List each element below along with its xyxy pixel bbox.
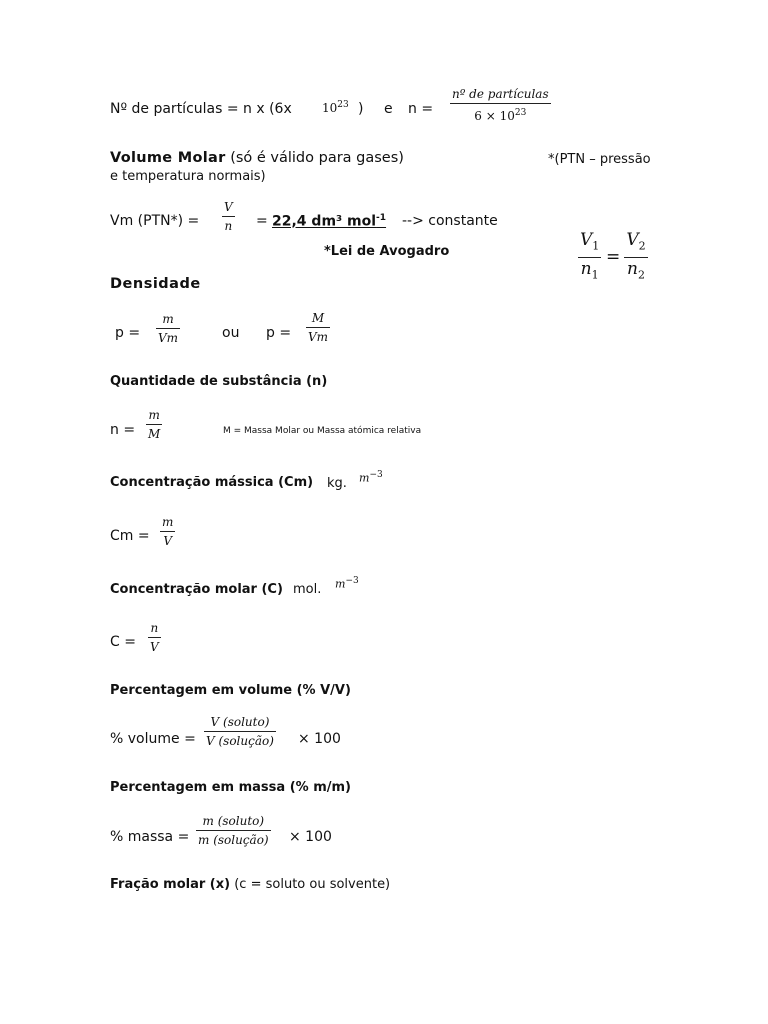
density-fraction-2-numerator: M — [311, 311, 325, 325]
fraction-bar — [196, 830, 271, 831]
constant-arrow: --> constante — [402, 213, 498, 229]
n1: $n_1$ — [580, 259, 599, 282]
avogadro-fraction-2 — [624, 231, 648, 285]
quantity-fraction — [146, 408, 162, 441]
fraction-bar — [160, 531, 175, 532]
particles-fraction — [450, 87, 551, 123]
close-paren: ) — [358, 101, 364, 117]
cm-equals: Cm = — [110, 528, 150, 544]
vm-fraction-numerator: V — [224, 200, 233, 214]
fraction-bar — [578, 257, 601, 258]
vm-fraction — [222, 200, 235, 233]
perc-volume-heading: Percentagem em volume (% V/V) — [110, 683, 351, 698]
perc-massa-fraction — [196, 814, 271, 847]
fraction-bar — [204, 731, 276, 732]
fraction-numerator: nº de partículas — [452, 87, 549, 101]
density-fraction-1 — [156, 312, 180, 345]
n-equals: n = — [408, 101, 434, 117]
perc-massa-numerator: m (soluto) — [202, 814, 265, 828]
particles-formula-label: Nº de partículas = n x (6x — [110, 101, 292, 117]
ptn-note: *(PTN – pressão — [548, 152, 651, 167]
avogadro-equals: = — [606, 247, 621, 267]
power-of-ten — [322, 100, 349, 115]
perc-volume-equals: % volume = — [110, 731, 196, 747]
c-fraction-denominator: V — [150, 640, 159, 654]
vm-equals: = — [256, 213, 268, 229]
conc-massica-heading: Concentração mássica (Cm) — [110, 475, 314, 490]
fracao-molar-heading: Fração molar (x) — [110, 877, 231, 892]
density-fraction-2-denominator: Vm — [308, 330, 329, 344]
vm-fraction-denominator: n — [224, 219, 233, 233]
perc-volume-denominator: V (solução) — [206, 734, 274, 748]
cm-fraction-numerator: m — [162, 515, 174, 529]
density-or: ou — [222, 325, 240, 341]
conc-molar-heading: Concentração molar (C) — [110, 582, 283, 597]
perc-volume-fraction — [204, 715, 276, 748]
density-p-equals-2: p = — [266, 325, 292, 341]
avogadro-law-label: *Lei de Avogadro — [324, 244, 450, 259]
fraction-bar — [222, 216, 235, 217]
fracao-molar-note: (c = soluto ou solvente) — [234, 877, 391, 892]
v1: $V_1$ — [580, 230, 600, 253]
fraction-bar — [624, 257, 648, 258]
conc-massica-unit: kg. — [327, 476, 347, 491]
conc-molar-unit: mol. — [293, 582, 322, 597]
cm-fraction — [160, 515, 175, 548]
ptn-note-continued: e temperatura normais) — [110, 169, 266, 184]
perc-massa-times-100: × 100 — [289, 829, 332, 845]
fraction-bar — [156, 328, 180, 329]
fraction-bar — [306, 327, 330, 328]
fraction-bar — [450, 103, 551, 104]
density-fraction-1-denominator: Vm — [158, 331, 179, 345]
quantidade-heading: Quantidade de substância (n) — [110, 374, 328, 389]
fraction-bar — [148, 637, 161, 638]
conc-molar-unit-m: $m^{-3}$ — [335, 576, 359, 591]
perc-massa-denominator: m (solução) — [198, 833, 269, 847]
fraction-bar — [146, 424, 162, 425]
density-fraction-1-numerator: m — [162, 312, 174, 326]
perc-volume-times-100: × 100 — [298, 731, 341, 747]
vm-label: Vm (PTN*) = — [110, 213, 200, 229]
densidade-heading: Densidade — [110, 276, 201, 292]
volume-molar-line — [110, 150, 404, 166]
fracao-molar-line — [110, 877, 390, 892]
cm-fraction-denominator: V — [163, 534, 173, 548]
power-exponent: 23 — [337, 100, 349, 110]
power-base: 10 — [322, 101, 338, 115]
volume-molar-note: (só é válido para gases) — [230, 150, 404, 166]
c-equals: C = — [110, 634, 136, 650]
n2: $n_2$ — [627, 259, 645, 282]
molar-mass-note: M = Massa Molar ou Massa atómica relativa — [223, 426, 422, 436]
c-fraction — [148, 621, 161, 654]
c-fraction-numerator: n — [150, 621, 159, 635]
volume-molar-heading: Volume Molar — [110, 150, 226, 166]
molar-volume-value: 22,4 dm³ mol$^{-1}$ — [272, 213, 387, 230]
quantity-fraction-denominator: M — [148, 427, 161, 441]
conjunction-e: e — [384, 101, 393, 117]
conc-massica-unit-m: $m^{-3}$ — [359, 470, 383, 485]
fraction-denominator: $6 \times 10^{23}$ — [474, 108, 527, 123]
density-p-equals-1: p = — [115, 325, 141, 341]
perc-massa-heading: Percentagem em massa (% m/m) — [110, 780, 351, 795]
perc-volume-numerator: V (soluto) — [210, 715, 270, 729]
quantity-fraction-numerator: m — [148, 408, 160, 422]
v2: $V_2$ — [626, 231, 646, 253]
n-equals-mass: n = — [110, 422, 136, 438]
avogadro-fraction-1 — [578, 231, 601, 285]
perc-massa-equals: % massa = — [110, 829, 190, 845]
density-fraction-2 — [306, 311, 330, 344]
